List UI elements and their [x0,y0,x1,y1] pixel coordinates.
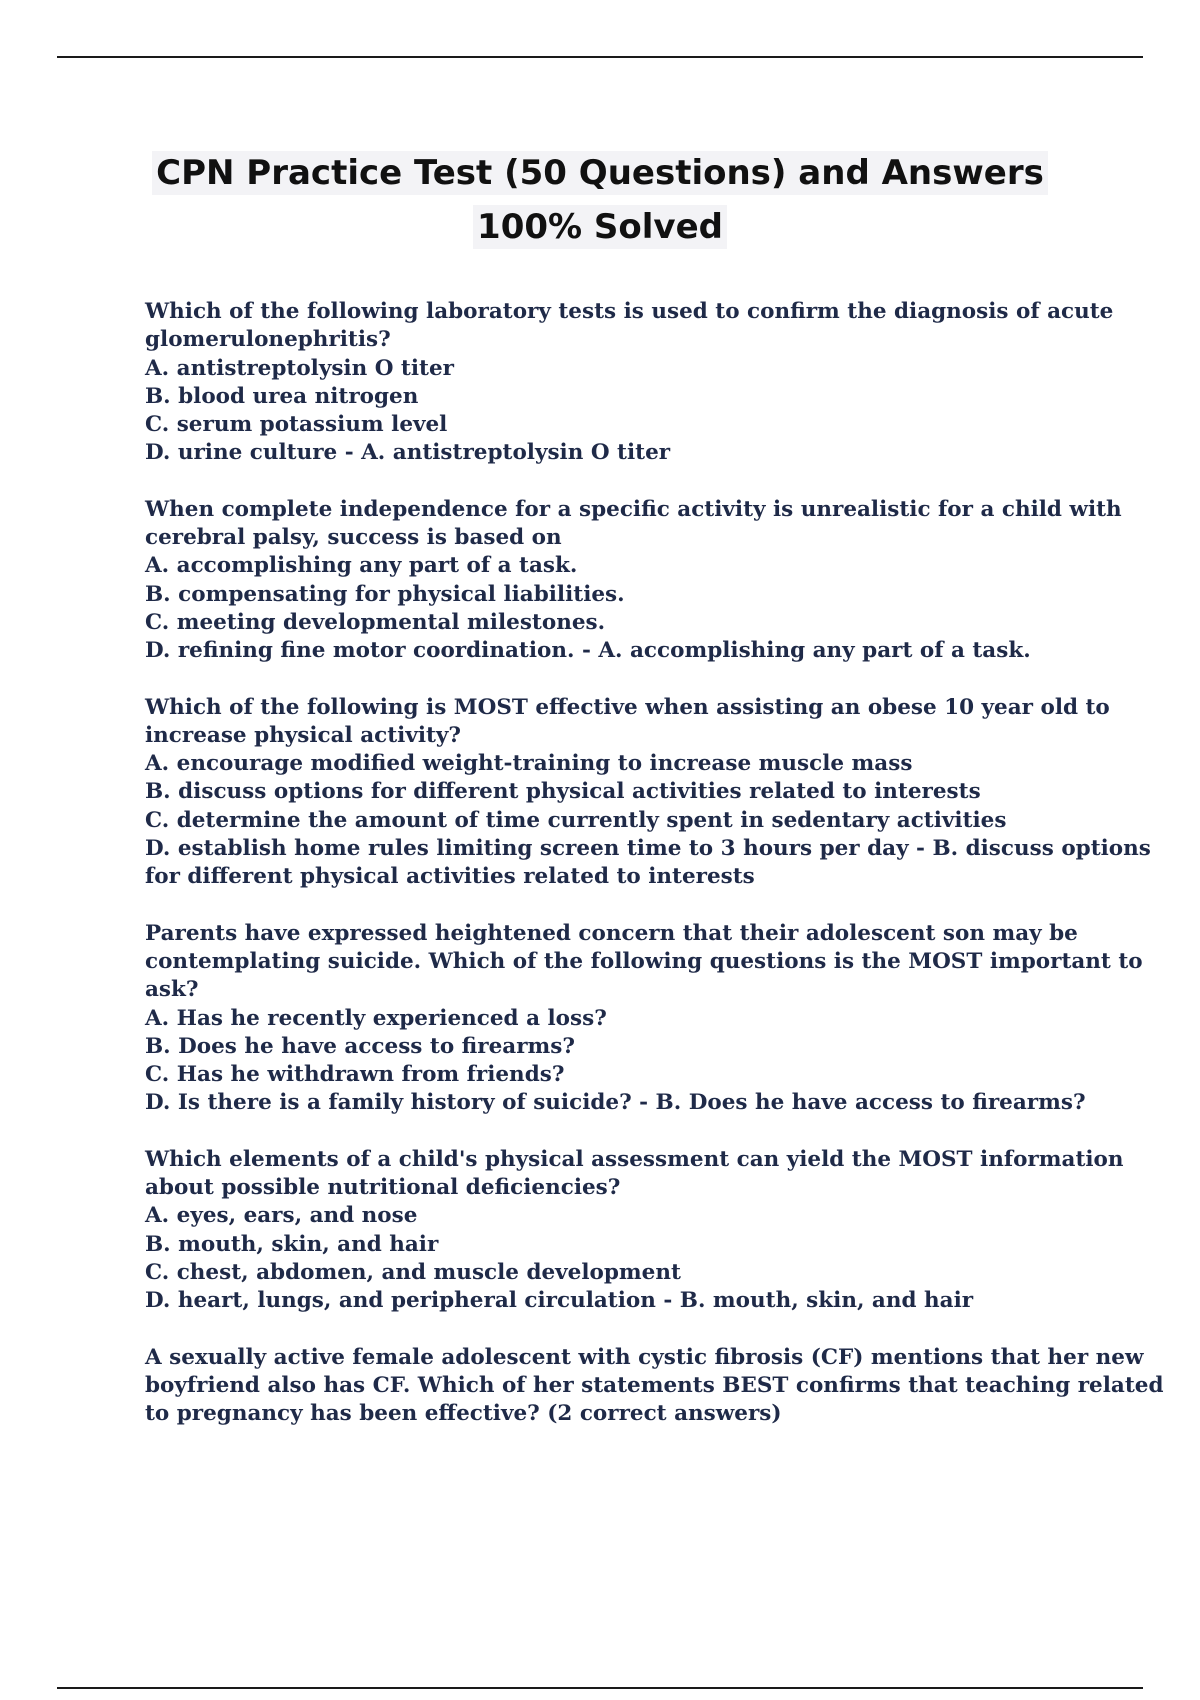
question-text: about possible nutritional deficiencies? [145,1175,621,1201]
question-list [145,298,1164,1456]
option-b: B. mouth, skin, and hair [145,1231,439,1257]
option-a: A. encourage modified weight-training to increase muscle mass [145,751,913,777]
option-a: A. Has he recently experienced a loss? [145,1005,607,1031]
page-title [0,146,1200,254]
question-text: Which of the following laboratory tests is used to confirm the diagnosis of acute [145,299,1114,324]
option-a: A. accomplishing any part of a task. [145,553,578,579]
option-c: C. Has he withdrawn from friends? [145,1062,565,1088]
top-rule [57,56,1143,58]
option-c: C. meeting developmental milestones. [145,609,606,635]
answer-continuation: for different physical activities related to interests [145,864,755,890]
question-text: boyfriend also has CF. Which of her statements BEST confirms that teaching related [145,1372,1164,1398]
question-text: Which elements of a child's physical assessment can yield the MOST information [145,1146,1124,1172]
question-text: Parents have expressed heightened concern that their adolescent son may be [145,920,1078,946]
option-c: C. chest, abdomen, and muscle development [145,1259,681,1285]
question-item [145,694,1151,892]
option-a: A. eyes, ears, and nose [145,1203,418,1229]
option-d-answer: D. heart, lungs, and peripheral circulation - B. mouth, skin, and hair [145,1288,974,1314]
option-c: C. serum potassium level [145,412,448,438]
question-text: Which of the following is MOST effective when assisting an obese 10 year old to [145,694,1110,720]
question-item [145,1344,1164,1429]
option-b: B. compensating for physical liabilities. [145,581,625,607]
question-item [145,920,1143,1118]
title-line-1: CPN Practice Test (50 Questions) and Answers [0,146,1200,200]
question-text: contemplating suicide. Which of the following questions is the MOST important to [145,948,1143,974]
question-text: to pregnancy has been effective? (2 correct answers) [145,1401,782,1427]
option-a: A. antistreptolysin O titer [145,355,454,381]
question-text: cerebral palsy, success is based on [145,525,562,551]
option-d-answer: D. establish home rules limiting screen time to 3 hours per day - B. discuss options [145,836,1151,862]
question-item [145,298,1114,468]
question-text: When complete independence for a specific activity is unrealistic for a child with [145,496,1122,522]
question-text: increase physical activity? [145,722,462,748]
option-c: C. determine the amount of time currently spent in sedentary activities [145,807,1007,833]
question-text: A sexually active female adolescent with cystic fibrosis (CF) mentions that her new [145,1344,1144,1370]
question-item [145,1146,1124,1316]
option-d-answer: D. urine culture - A. antistreptolysin O titer [145,440,671,466]
question-text: glomerulonephritis? [145,327,391,353]
option-b: B. Does he have access to firearms? [145,1033,575,1059]
option-b: B. discuss options for different physical activities related to interests [145,779,981,805]
option-b: B. blood urea nitrogen [145,383,419,409]
option-d-answer: D. refining fine motor coordination. - A. accomplishing any part of a task. [145,638,1031,664]
bottom-rule [57,1687,1143,1689]
option-d-answer: D. Is there is a family history of suicide? - B. Does he have access to firearms? [145,1090,1086,1116]
question-text: ask? [145,977,199,1003]
question-item [145,496,1122,666]
title-line-2: 100% Solved [0,200,1200,254]
